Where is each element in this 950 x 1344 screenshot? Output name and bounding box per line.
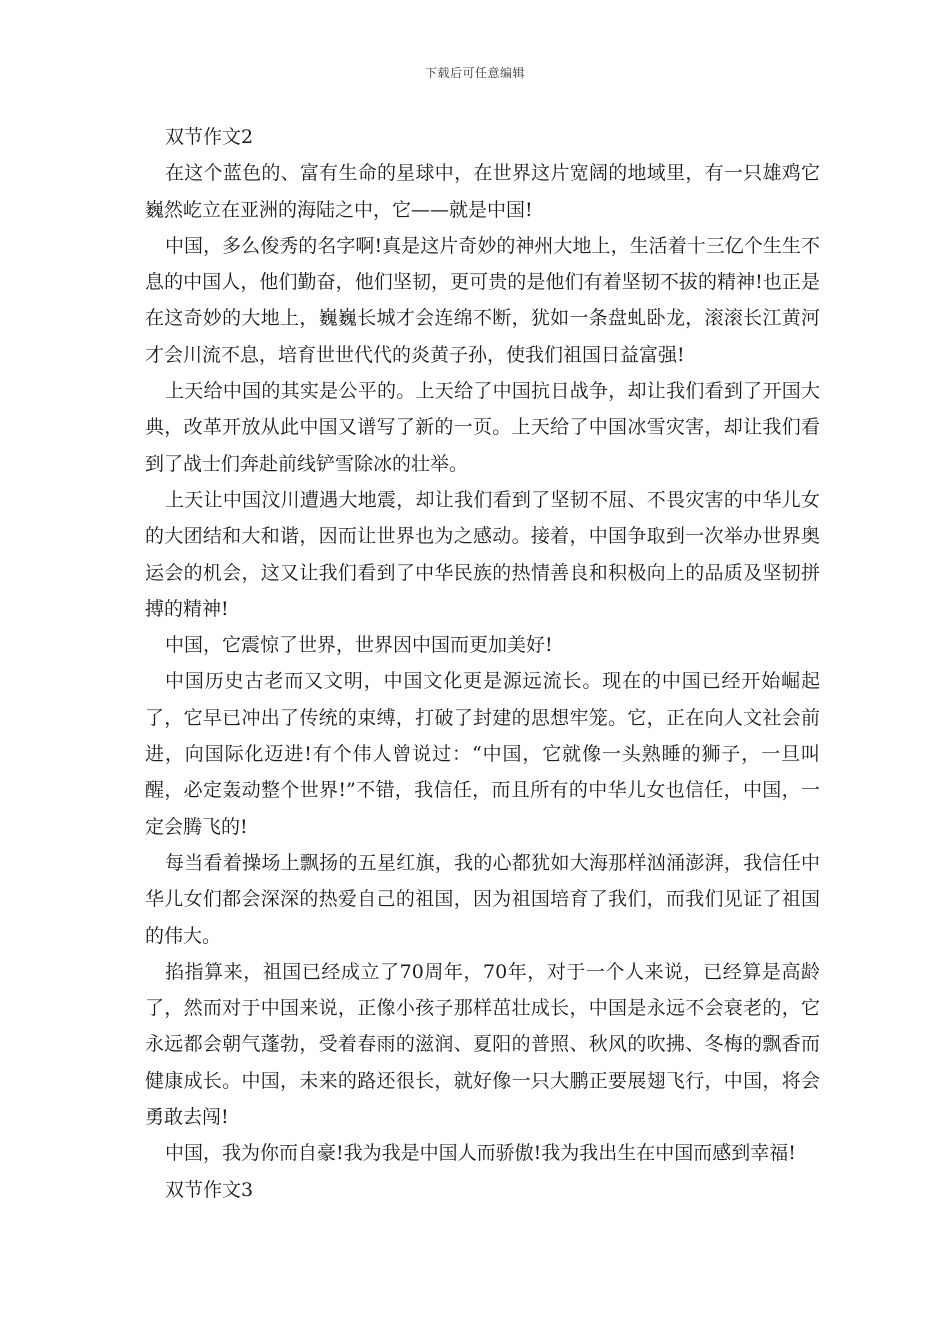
essay-title: 双节作文2 xyxy=(165,126,254,148)
paragraph: 上天让中国汶川遭遇大地震，却让我们看到了坚韧不屈、不畏灾害的中华儿女的大团结和大和谐，因而让世界也为之感动。接着，中国争取到一次举办世界奥运会的机会，这又让我们看到了中华民族的热情善良和积极向上的品质及坚韧拼搏的精神! xyxy=(145,488,820,620)
paragraph: 在这个蓝色的、富有生命的星球中，在世界这片宽阔的地域里，有一只雄鸡它巍然屹立在亚洲的海陆之中，它——就是中国! xyxy=(145,162,820,221)
paragraph: 每当看着操场上飘扬的五星红旗，我的心都犹如大海那样汹涌澎湃，我信任中华儿女们都会深深的热爱自己的祖国，因为祖国培育了我们，而我们见证了祖国的伟大。 xyxy=(145,851,820,947)
paragraph: 上天给中国的其实是公平的。上天给了中国抗日战争，却让我们看到了开国大典，改革开放从此中国又谱写了新的一页。上天给了中国冰雪灾害，却让我们看到了战士们奔赴前线铲雪除冰的壮举。 xyxy=(145,380,820,475)
paragraph: 中国，我为你而自豪!我为我是中国人而骄傲!我为我出生在中国而感到幸福! xyxy=(165,1142,796,1165)
paragraph: 掐指算来，祖国已经成立了70周年，70年，对于一个人来说，已经算是高龄了，然而对于中国来说，正像小孩子那样茁壮成长，中国是永远不会衰老的，它永远都会朝气蓬勃，受着春雨的滋润、夏阳的普照、秋风的吹拂、冬梅的飘香而健康成长。中国，未来的路还很长，就好像一只大鹏正要展翅飞行，中国，将会勇敢去闯! xyxy=(145,960,820,1129)
page-header: 下载后可任意编辑 xyxy=(424,66,525,80)
paragraph: 中国，它震惊了世界，世界因中国而更加美好! xyxy=(165,634,553,657)
essay-body xyxy=(145,119,820,1208)
paragraph: 中国历史古老而又文明，中国文化更是源远流长。现在的中国已经开始崛起了，它早已冲出了传统的束缚，打破了封建的思想牢笼。它，正在向人文社会前进，向国际化迈进!有个伟人曾说过：“中国，它就像一头熟睡的狮子，一旦叫醒，必定轰动整个世界!”不错，我信任，而且所有的中华儿女也信任，中国，一定会腾飞的! xyxy=(145,670,820,838)
essay-title: 双节作文3 xyxy=(165,1178,254,1201)
paragraph: 中国，多么俊秀的名字啊!真是这片奇妙的神州大地上，生活着十三亿个生生不息的中国人，他们勤奋，他们坚韧，更可贵的是他们有着坚韧不拔的精神!也正是在这奇妙的大地上，巍巍长城才会连绵不断，犹如一条盘虬卧龙，滚滚长江黄河才会川流不息，培育世世代代的炎黄子孙，使我们祖国日益富强! xyxy=(145,234,820,366)
